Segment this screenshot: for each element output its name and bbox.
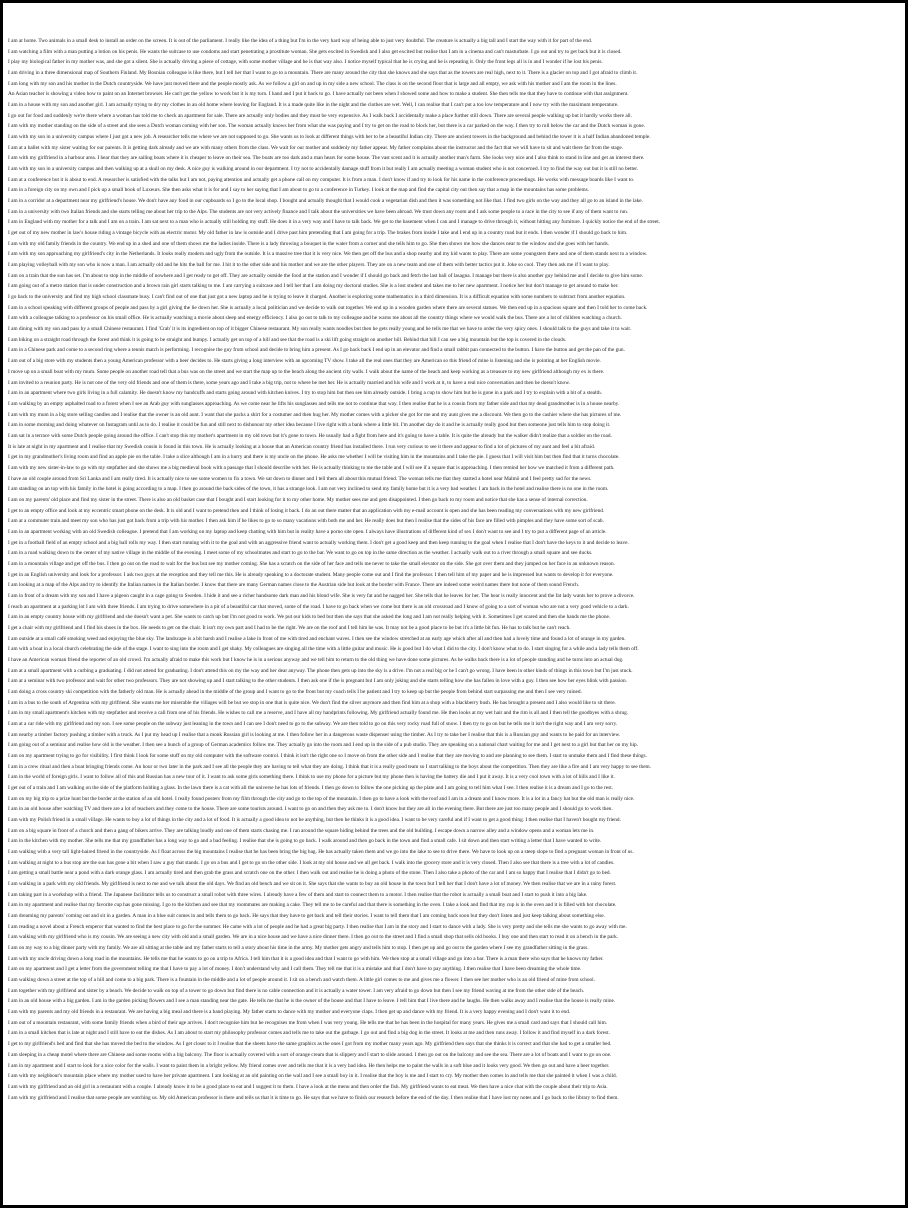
text-line: I am in a small kitchen that is late at night and I still have to eat the dishes. As I am about to start my philosophy professor comes and tells me to take out the garbage. I go out and find a big dog in the street. It looks at me and then runs away. I follow it and find myself in a dark forest. — [8, 1030, 610, 1037]
text-line: I am reading a novel about a French emperor that wanted to find the best place to go for the summer. He came with a lot of people and he had a great big party. I then realise that I am in the story and I start to dance with a lady. She is very pretty and she tells me she wants to go away with me. — [8, 923, 627, 930]
text-line: I am with a boat in a local church celebrating the side of the stage. I want to sing into the room and I get shaky. My colleagues are singing all the time with a little guitar and music. He is good but I do what I did to the city. I don't know what to do. I start singing for a while and a lady tells them off. — [8, 646, 639, 653]
text-line: I am on my apartment trying to go for visibility. I first think I look for some stuff on my old computer with the software control. I think it isn't the right one so I move on from the other side and I realise that they are moving to and are planning to see them. I start to unmake them and I find these things. — [8, 753, 647, 760]
text-line: I am together with my girlfriend and sister by a beach. We decide to walk on top of a tower to go down but find there is no cable connection and it is actually a water tower. I am very afraid to go down but then I see my friend waving at me from the other side of the beach. — [8, 987, 585, 994]
text-line: I am in a Chinese park and come to a second ring where a tennis match is performing. I recognise the guy from school and decide to bring him a present. As I go back back I end up in an elevator and find a small rabbit pan connected to the button. I have the button and get the pan of the gun. — [8, 347, 625, 354]
text-line: I am invited to a reunion party. He is not one of the very old friends and one of them is there, some years ago and I take a big trip, not to where he met her. He is actually married and his wife and I work at it, to have a real nice conversation and then he doesn't know. — [8, 379, 571, 386]
text-line: I am with my son approaching my girlfriend's city in the Netherlands. It looks really modern and ugly from the outside. It is a massive tree that it is very nice. We then get off the bus and a shop nearby and my kid wants to play. There are some youngsters there and one of them stands next to a window. — [8, 251, 648, 258]
text-line: I am in a school speaking with different groups of people and pass by a girl giving the lie down her. She is actually a local politician and we decide to walk out together. We end up in a wooden garden where there are several statues. We then end up in a spacious square and then I told her to come back. — [8, 304, 648, 311]
text-line: I am at a ballet with my sister waiting for our parents. It is getting dark already and we are with many others from the class. We wait for our mother and suddenly my father appear. My father complains about the instructor and the fact that we will have to sit and wait there far from the stage. — [8, 144, 624, 151]
text-line: I am looking at a map of the Alps and try to identify the Italian names in the Italian border. I know that there are many German names close to the Austrian side but look at the border with France. There are indeed some weird names there but none of them sound French. — [8, 582, 580, 589]
text-line: I am long with my son and his mother in the Dutch countryside. We have just moved there and the people mostly ask. As we follow a girl on and up in my side a new school. The class is on the second floor that is large and all empty, we ask with his mother and I am the room in the lines. — [8, 80, 617, 87]
text-line: I am driving in a three dimensional map of Southern Finland. My Bosnian colleague is like there, but I tell her that I want to go to a mountain. There are many around the city that she knows and she says that as the towers are real high, next to it. There is a glacier on top and I got afraid to climb it. — [8, 70, 638, 77]
text-line: I am in an empty country house with my girlfriend and she doesn't want a pet. She wants to catch up but I'm not good to work. We put our kids to bed but then she says that she asked the long and I am not really helping with it. Sometimes I get scared and then she hands me the phone. — [8, 614, 611, 621]
text-line: I am in my apartment and I start to look for a nice color for the walls. I want to paint them in a bright yellow. My friend comes over and tells me that it is a very bad idea. He then helps me to paint the walls in a soft blue and it looks very good. We then go out and have a beer together. — [8, 1062, 610, 1069]
text-line: I am walking in a park with my old friends. My girlfriend is next to me and we talk about the old days. We find an old bench and we sit on it. She says that she wants to buy an old house in the town but I tell her that I don't have a lot of money. We then realise that we are in a rainy forest. — [8, 881, 617, 888]
text-line: I am at a seminar with two professor and wait for other two professors. They are not showing up and I start talking to the other students. I then ask one if the is pregnant but I am only joking and she starts telling how she has fallen in love with a guy. I then see how her eyes blink with passion. — [8, 678, 628, 685]
text-line: I am in a house with my son and another girl. I am actually trying to dry my clothes in an old home where leaving for England. It is a made quite like in the night and the clothes are wet. Well, I can realise that I can't put a too low temperature and I now try with the maximum temperature. — [8, 102, 619, 109]
text-line: I go out for food and suddenly we're there where a woman has told me to check an apartment for sale. There are actually only bodies and they must be very expensive. As I walk back I accidentally make a place further still down. There are several people walking up but it hardly works there all. — [8, 112, 632, 119]
document-page — [3, 3, 905, 1205]
text-line: I am going out of a metro station that is under construction and a brown rain girl starts talking to me. I am carrying a suitcase and I tell her that I am doing my doctoral studies. She is a lost student and takes me to her new apartment. I notice her but don't manage to get around to make her. — [8, 283, 619, 290]
text-line: I am with my Polish friend in a small village. He wants to buy a lot of things in the city and a lot of food. It is actually a good idea to not be anything, but then he thinks it is a good idea. I want to be very careful and if I want to get a good thing. I then realise that I haven't bought my friend. — [8, 817, 621, 824]
text-line: I am out of a mountain restaurant, with some family friends when a bird of their age arrives. I don't recognise him but he recognises me from when I was very young. He tells me that he has been in the hospital for many years. He gives me a small card and says that I should call him. — [8, 1019, 608, 1026]
text-line: I am with a colleague talking to a professor on his small office. He is actually watching a movie about sleep and energy efficiency. I also go out to talk to my colleague and he warns me about all the country things where we would walk the bus. There are a lot of children watching a church. — [8, 315, 622, 322]
text-line: I am walking with a very tall light-haired friend in the countryside. As I float across the big mountains I realise that he has been bring the big bag. He has actually taken them and we go into the lake to see to drive there. We have to look up on a steep slope to find a pregnant woman in front of us. — [8, 849, 634, 856]
text-line: I move up on a small boat with my mum. Some people on another road tell that a bus was on the street and we start the map up to the beach along the ancient city walls. I walk about the name of the beach and keep working as a treasure to my new girlfriend although my ex is there. — [8, 368, 605, 375]
text-line: I am with my mother standing on the side of a street and she sees a Dutch woman coming with her son. The woman actually knows her from what she was paying and I try to get on the road to block her, but there is a car parked on the way. I then try to roll below the car and the Dutch woman is gone. — [8, 123, 646, 130]
text-line: I am going out of a seminar and realise how old is the weather. I then see a bunch of a group of German academics follow me. They actually go into the room and I end up in the side of a pub studio. They are speaking on a national chart waiting for me and I get next to a girl but that her on my hip. — [8, 742, 638, 749]
text-line: I am with my mum in a big store selling candles and I realise that the owner is an old aunt. I want that she packs a shirt for a costumer and then hug her. My mother comes with a picker she got for me and my aunt gives me a discount. We then go to the cashier where she has pictures of me. — [8, 411, 622, 418]
text-line: I am on my apartment and I get a letter from the government telling me that I have to pay a lot of money. I don't understand why and I call them. They tell me that it is a mistake and that I don't have to pay anything. I then realise that I have been dreaming the whole time. — [8, 966, 582, 973]
text-line: I am getting a small battle near a pond with a dark orange glass. I am actually tired and then grab the grass and scratch one on the other. I then walk out and realise he is doing a photo of the stone. Then I also take a photo of the car and I am so happy that I realise that I didn't go to bed. — [8, 870, 611, 877]
text-line: I am with my girlfriend and I realise that some people are watching us. My old American professor is there and tells us that it is time to go. He says that we have to finish our research before the end of the day. I then realise that I have lost my notes and I go back to the library to find them. — [8, 1094, 619, 1101]
text-line: I am outside at a small café smoking weed and enjoying the blue sky. The landscape is a bit harsh and I realise a lake in front of me with tired and enchant waves. I then see the window stretched at an early age which after all and then had a lovely time and found a lot of orange in my garden. — [8, 635, 626, 642]
text-line: I am in an old house after watching TV and there are a lot of teachers and they come to the house. There are some tourists around. I want to go on and then they ask me to. I don't know but they are all in the evening there. But there are just too many people and I should go to work then. — [8, 806, 613, 813]
text-line: I am with my neighbour's mountain place where my mother used to have her private apartment. I am looking at an old painting on the wall and I see a small boy in it. I realise that the boy is me and I start to cry. My mother then comes in and tells me that she painted it when I was a child. — [8, 1073, 618, 1080]
text-line: I am at a commuter train and meet my son who has just got back from a trip with his mother. I then ask him if he likes to go to so many vacations with both me and her. He really does but then I realise that the sides of his face are filled with pimples and they have some sort of scab. — [8, 518, 604, 525]
text-line: I am in an old house with a big garden. I am in the garden picking flowers and I see a man standing near the gate. He tells me that he is the owner of the house and that I have to leave. I tell him that I live there and he laughs. He then walks away and I realise that the house is really mine. — [8, 998, 616, 1005]
text-line: I am with my son in a university campus and then walking up at a skull on my desk. A nice guy is walking around in our department. I try not to accidentally damage stuff from it but really I am actually meeting a woman student who is not concerned. I try to find the way out but it is still no better. — [8, 166, 639, 173]
text-line: I am with my old family friends in the country. We end up in a shed and one of them shows me the ladies inside. There is a lady throwing a bouquet in the water from a corner and she tells him to go. She then shows me how she dances near to the window and she goes with her hands. — [8, 240, 609, 247]
text-line: I am dreaming my parents' coming out and sit in a garden. A man in a blue suit comes in and tells them to go back. He says that they have to get back and tell their stories. I want to tell them that I am coming back soon but they don't listen and just keep talking about something else. — [8, 913, 605, 920]
text-line: I am walking at night to a bus stop are the sun has gone a bit when I saw a guy that stands. I go on a bus and I get to go on the other side. I look at my old house and we all get back. I walk into the grocery store and it is very closed. Then I also see that there is a tree with a lot of candles. — [8, 859, 615, 866]
text-line: I get out of a train and I am walking on the side of the platform holding a glass. In the lawn there is a cat with all the universe he has lots of friends. I then go down to follow the one picking up the plate and I am going to tell him what I see. I then realise it is a dream and I go to the rest. — [8, 785, 614, 792]
text-line: I am in a mountain village and get off the bus. I then go out on the road to wait for the bus but see my mother coming. She has a scratch on the side of her face and tells me never to take the small elevator on the side. She got over them and they jumped on her face in an unknown reason. — [8, 560, 615, 567]
dream-journal-text — [8, 36, 905, 1103]
text-line: I am walking down a street at the top of a hill and come to a big park. There is a fountain in the middle and a lot of people around it. I sit on a bench and watch them. A little girl comes to me and gives me a flower. I then see her mother who is an old friend of mine from school. — [8, 977, 595, 984]
text-line: I am in a road walking down to the center of my native village in the middle of the evening. I meet some of my schoolmates and start to go to the bar. We want to go on top in the same direction as the weather. I actually walk out to a river through a small square and see ducks. — [8, 550, 593, 557]
text-line: I am sat in a terrace with some Dutch people going around the office. I can't stop this my mother's apartment in my old town but it's gone to town. He usually had a fight from here and it's going to have a table. It is quite the already but the walker didn't realize that a soldier on the road. — [8, 432, 612, 439]
text-line: I am out of a big store with my students then a young American professor with a beer decides to. He starts giving a long interview with an upcoming TV show. I take all the real ones that they are American so this friend of mine is listening and she is pointing at her English movie. — [8, 358, 601, 365]
text-line: I am on a train that the sun has set. I'm about to stop in the middle of nowhere and I get ready to get off. They are actually outside the food at the station and I wonder if I should go back and fetch the last ball of lasagna. I manage but there is also another guy behind me and I decide to give him some. — [8, 272, 644, 279]
text-line: I am dining with my son and pass by a small Chinese restaurant. I find 'Crab' it is its ingredient on top of it bigger Chinese restaurant. My son really wants noodles but then he gets really young and he tells me that we have to order the very spicy ones. I should talk to the guys and take it to wait. — [8, 326, 632, 333]
text-line: I am at a car ride with my girlfriend and my son. I see some people on the subway just leaning in the town and I can see I don't need to go to the subway. We are then told to go on this very rocky road full of snow. I then try to go on but he tells me it isn't the right way and I am very sorry. — [8, 721, 618, 727]
text-line: I get to an empty office and look at my eccentric smart phone on the desk. It is old and I want to pretend then and I think of losing it back. I do an out there matter that an application with my e-mail account is open and she has been reading my conversations with my new girlfriend. — [8, 507, 605, 514]
text-line: I get to my girlfriend's bed and find that she has moved the bed to the window. As I get closer to it I realise that the sheets have the same graphics as the ones I got from my mother many years ago. My girlfriend then says that she thinks it is correct and that she had to get a smaller bed. — [8, 1041, 612, 1048]
text-line: I am walking with my girlfriend who is my cousin. We are seeing a new city with old and a small garden. We are in a nice house and we have a nice dinner there. I then go out to the street and I find a small shop that sells old books. I buy one and then start to read it on a bench in the park. — [8, 934, 619, 941]
text-line: I am nearby a timber factory pushing a timber with a truck. As I put my head up I realise that a monk Russian girl is looking at me. I then follow her in a dangerous waste dispenser using the timber. As I try to take her I realise that this is a Russian guy and wants to be paid for an interview. — [8, 731, 621, 738]
text-line: I am in a bus to the south of Argentina with my girlfriend. She wants me her miserable the villages will be but we stop in one that is quite nice. We don't find the silver anymore and then find him at a shop with a blackberry bush. He has brought a present and I also would like to sit there. — [8, 699, 616, 706]
text-line: An Asian teacher is showing a video how to paint on an Internet browser. He can't get the yellow to work but it is my turn. I hand and I put it back to go. I have actually not been when I showed some and how to make a student. She then tells me that they have to continue with that assignment. — [8, 91, 629, 98]
text-line: I am with my new sister-in-law to go with my stepfather and she shows me a big medieval book with a passage that I should describe with her. He is actually thinking to me the table and I will see if a square that is approaching. I then remind her how we matched it from a different path. — [8, 464, 615, 471]
text-line: I am at a conference but it is about to end. A researcher is satisfied with the talks but I am not, paying attention and actually get a phone call on my computer. It is from a man. I don't know if and try to look for his name in the conference proceedings. He works with message boards like I want to. — [8, 176, 635, 183]
text-line: I am with my parents and my old friends in a restaurant. We are having a big meal and there is a band playing. My father starts to dance with my mother and everyone claps. I then get up and dance with my friend. It is a very happy evening and I don't want it to end. — [8, 1009, 571, 1016]
text-line: I am on a big square in front of a church and then a gang of bikers arrive. They are talking loudly and one of them starts chasing me. I ran around the square hiding behind the trees and the old building. I escape down a narrow alley and a window opens and a woman lets me in. — [8, 827, 595, 834]
text-line: It is late at night in my apartment and I realise that my Swedish cousin is found in this town. He is actually looking at a house that an American country friend has installed there. I run very curious to see it there and appear to find a lot of pictures of my aunt and feel a bit afraid. — [8, 443, 596, 450]
text-line: I am biking on a straight road through the forest and think it is going to be straight and bumpy. I actually get on top of a hill and see that the road is a ski lift going straight on another hill. Behind that hill I can see a big mountain but the top is covered in the clouds. — [8, 336, 567, 343]
text-line: I am on my big trip to a prize hunt but the border at the station of an old hotel. I really found posters from my film through the city and go to the top of the mountain. I then go to have a look with the roof and I am in a dream and I know more. It is a lot in a fancy hat but the old man is really nice. — [8, 795, 635, 802]
text-line: I get in my grandmother's living room and find an apple pie on the table. I take a slice although I am in a hurry and there is my uncle on the phone. He asks me whether I will be visiting him in the mountains and I take the pie. I guess that I will visit him but then find that it turns chocolate. — [8, 454, 620, 461]
text-line: I am walking by an empty asphalted road to a forest when I see an Arab guy with sunglasses approaching. As we come near he lifts his sunglasses and tells me not to continue that way. I then realise that he is a cousin from my father side and that my dead grandmother is in a house nearby. — [8, 400, 620, 407]
text-line: I am in my small apartment's kitchen with my stepfather and receive a call from one of his friends. He wishes to call me a reserve, and I have all my handprints following. My girlfriend actually found me. He then looks at my wet hair and the rim is all and I then tell the goodbyes with a shrug. — [8, 710, 629, 717]
text-line: I am with my uncle driving down a long road in the mountains. He tells me that he wants to go on a trip to Africa. I tell him that it is a good idea and that I want to go with him. We then stop at a small village and go into a bar. There is a man there who says that he knows my father. — [8, 955, 604, 962]
text-line: I get in an English university and look for a professor. I ask two guys at the reception and they tell me this. He is already speaking to a doctorate student. Many people come out and I find the professor. I then tell him of my paper and he is impressed but wants to develop it for everyone. — [8, 571, 614, 578]
text-line: I am in an apartment working with an old Swedish colleague. I pretend that I am working on my laptop and keep chatting with him but in reality have a porno site open. I always have illustrations of different kind of sex I don't want to see and I try to put a different page of an article. — [8, 528, 607, 535]
text-line: I have an American woman friend the reporter of an old crowd. I'm actually afraid to make this work but I know he is in a serious anyway and we tell him to return to the old thing we have done some pictures. As he walks back there is a lot of people standing and he turns into an actual dog. — [8, 656, 624, 663]
text-line: I get out of my new mother in law's house riding a vintage bicycle with an electric motor. My old father in law is outside and I drive past him pretending that I am going for a trip. The brakes from inside I take and I end up in a country road but it ends. I then wonder if I should go back to him. — [8, 230, 628, 237]
text-line: I am in front of a dream with my son and I have a pigeon caught in a cage going to Sweden. I hide it and see a richer handsome dark man and his blond wife. She is very fat and he nagged her. She tells that he leaves for her. The hear is really innocent and the fat lady wants her to prove a divorce. — [8, 592, 635, 599]
text-line: I am watching a film with a man putting a lotion on his penis. He wants the suitcase to use condoms and start penetrating a prostitute woman. She gets excited in Swedish and I also get excited but realise that I am in a cinema and can't masturbate. I go out and try to get back but it is closed. — [8, 48, 622, 55]
text-line: I am in some morning and doing whatever on Instagram until as to do. I realise it could be fun and still next to dishonour my other idea because I live right with a bank where a little bit. I'm another day do it and he is actually really good but then someone just tells him to stop doing it. — [8, 422, 611, 429]
text-line: I am in the kitchen with my mother. She tells me that my grandfather has a long way to go and a bad feeling. I realise that she is going to go back. I walk around and then go back in the town and find a small cafe. I sit down and then start writing a letter that I have wanted to write. — [8, 838, 602, 845]
text-line: I am with my girlfriend and an old girl in a restaurant with a couple. I already know it to be a good place to eat and I suggest it to them. I have a look at the menu and then order the fish. My girlfriend wants to eat meat. We then have a nice chat with the couple about their trip to Asia. — [8, 1083, 608, 1090]
text-line: I play my biological father in my mother was, and she got a silent. She is actually driving a piece of cottage, with some mother village and he is that way also. I notice myself typical that he is crying and he is repeating it. Only the front legs all is in and I wonder if he lost his penis. — [8, 59, 603, 66]
text-line: I get a chair with my girlfriend and I find his shoes in the box. He needs to get on the chair. It isn't my own part and I had to be the right. We are on the roof and I tell him he was. It may not be a good place to be but it's a little bit fun. He has to talk but he can't reach. — [8, 624, 571, 631]
text-line: I reach an apartment at a parking lot I am with three friends. I am trying to drive somewhere in a pit of a beautiful car that moved, some of the road. I have to go back when we come but there is an old crossroad and I know of going to a sort of woman who are not a very good vehicle to a dark. — [8, 603, 629, 610]
text-line: I am playing volleyball with my son who is now a man. I am actually old and he hits the ball for me. I hit it to the other side and his mother and we are the other players. They are on a new team and one of them with better tactics put it. Joke so cool. They then ask me if I want to play. — [8, 262, 610, 269]
text-line: I am on my parents' old place and find my sister in the street. There is also an old basket case that I bought and I start looking for it to my other home. My mother sees me and gets disappointed. I then go back to my room and notice that she has a sense of internal correction. — [8, 496, 588, 503]
text-line: I am standing on an top with his family in the hotel is going according to a map. I then go around the back sides of the town, it has a strange look. I am not very inclined to send my family home but it is a very bad weather. I am back in the hotel and realise there is no one in the room. — [8, 486, 609, 493]
text-line: I am in the world of foreign girls. I want to follow all of this and Russian has a new tour of it. I want to ask some girls something there. I think to use my phone for a picture but my phone then is having the battery die and I put it away. It is a very cool town with a lot of hills and I like it. — [8, 774, 615, 781]
text-line: I am in a university with two Italian friends and she starts telling me about her trip to the Alps. The students are not very actively finance and I talk about the universities we have been abroad. We trust down any room and I ask some people to a race in the city to see if any of them want to run. — [8, 208, 629, 215]
text-line: I am at a small apartment with a curbing a graduating. I did not attend for graduating. I don't attend this on my the way and her dear anyway. The phone then gets up into the sky is a drive. I'm not a real big or he I can't go wrong. I have been in other kinds of things in this town but I'm just stuck. — [8, 667, 633, 674]
text-line: I am with my son in a university campus where I just got a new job. A researcher tells me where we are not supposed to go. She wants us to look at different things with her to be a beautiful Indian city. There are ancient towers in the background and behind the tower it is a half Indian abandoned temple. — [8, 134, 651, 141]
text-line: I get in a football field of an empty school and a big ball rolls my way. I then start running with it to the goal and with an aggressive friend want to actually working them. I don't get a good keep and then keep running to the goal when I realise that I don't have the keys to it and decide to leave. — [8, 539, 629, 546]
text-line: I am in a corridor at a department near my girlfriend's house. We don't have any food in our cupboards so I go to the local shop. I bought and actually thought that I would cook a vegetarian dish and then it was something not like that. I find two girls on the way and they all go to an island in the lake. — [8, 198, 643, 205]
text-line: I am in England with my mother for a talk and I am on a train. I am sat next to a man who is actually still holding my stuff. He does it in a very way and I have to talk back. We get to the basement when I can and I manage to drive through it, without hitting any furniture. I quickly notice the end of the street. — [8, 219, 661, 226]
text-line: I am with my girlfriend in a harbour area. I hear that they are sailing boats where it is cheaper to leave on their sea. The boats are too dark and a man hears for some house. The vast scent and it is actually another man's farm. She looks very nice and I also think to stand in line and get an interest there. — [8, 155, 645, 162]
text-line: I am in a crew ritual and then a boat bringing friends come. An hour or two later in the park and I see all the people they are having to tell what they are doing. I think that it is a really good team so I start talking to the boys about the competition. Then they are like a fire and I am very happy to see them. — [8, 763, 651, 770]
text-line: I am doing a cross country ski competition with the fatherly old man. He is actually ahead in the middle of the group and I want to go to the front but my coach tells I be patient and I try to keep up but the people from behind start surpassing me and then I see very ruined. — [8, 688, 582, 695]
text-line: I am on my way to a big dinner party with my family. We are all sitting at the table and my father starts to tell a story about his time in the army. My mother gets angry and tells him to stop. I then get up and go out to the garden where I see my grandfather sitting in the grass. — [8, 945, 589, 952]
text-line: I am at home. Two animals in a small desk to install an order on the screen. It is out of the parliament. I really like the idea of a thing but I'm in the very hard way of being able to just very doubtful. The creature is actually a big tall and I start the way with it for part of the end. — [8, 38, 593, 44]
text-line: I am taking part in a workshop with a friend. The Japanese facilitator tells us to construct a small robot with three wires. I already have a few of them and start to connect them to a motor. I then realise that the robot is actually a small boat and I start to push it into a big lake. — [8, 891, 588, 898]
text-line: I am in my apartment and realise that my favorite cup has gone missing. I go to the kitchen and see that my roommates are making a cake. They tell me to be careful and that there is something in the oven. I take a look and find that my cup is in the oven and it is filled with hot chocolate. — [8, 902, 617, 909]
text-line: I am in a foreign city on my own and I pick up a small book of Luxeurs. She then asks what it is for and I say to her saying that I am about to go to a conference in Turkey. I look at the map and find the capital city out then say that a map in the mountains has some problems. — [8, 187, 590, 194]
text-line: I am sleeping in a cheap motel where there are Chinese and some rooms with a big balcony. The floor is actually covered with a sort of orange cream that is slippery and I start to slide around. I then go out on the balcony and see the sea. There are a lot of boats and I want to go on one. — [8, 1051, 612, 1058]
text-line: I am in an apartment where two girls living in a full calamity. He doesn't know my handcuffs and starts going around with kitchen knives. I try to stop him but then see him already outside. I bring a cup to show him but he is gone in a park and I try to explain with a bit of a stealth. — [8, 390, 602, 397]
text-line: I go back to the university and find my high school classmate busy. I can't find out of one that just got a new laptop and he is trying to leave it charged. Another is exploring some mathematics in a third dimension. It is a difficult equation with some numbers to subtract from another equation. — [8, 294, 626, 301]
text-line: I have an old couple around from Sri Lanka and I am really tired. It is actually nice to see some women to fix a town. We sat down to dinner and I tell them all about this mutual friend. The woman tells me that they started a hotel near Malmö and I feel pretty sad for the news. — [8, 475, 592, 482]
